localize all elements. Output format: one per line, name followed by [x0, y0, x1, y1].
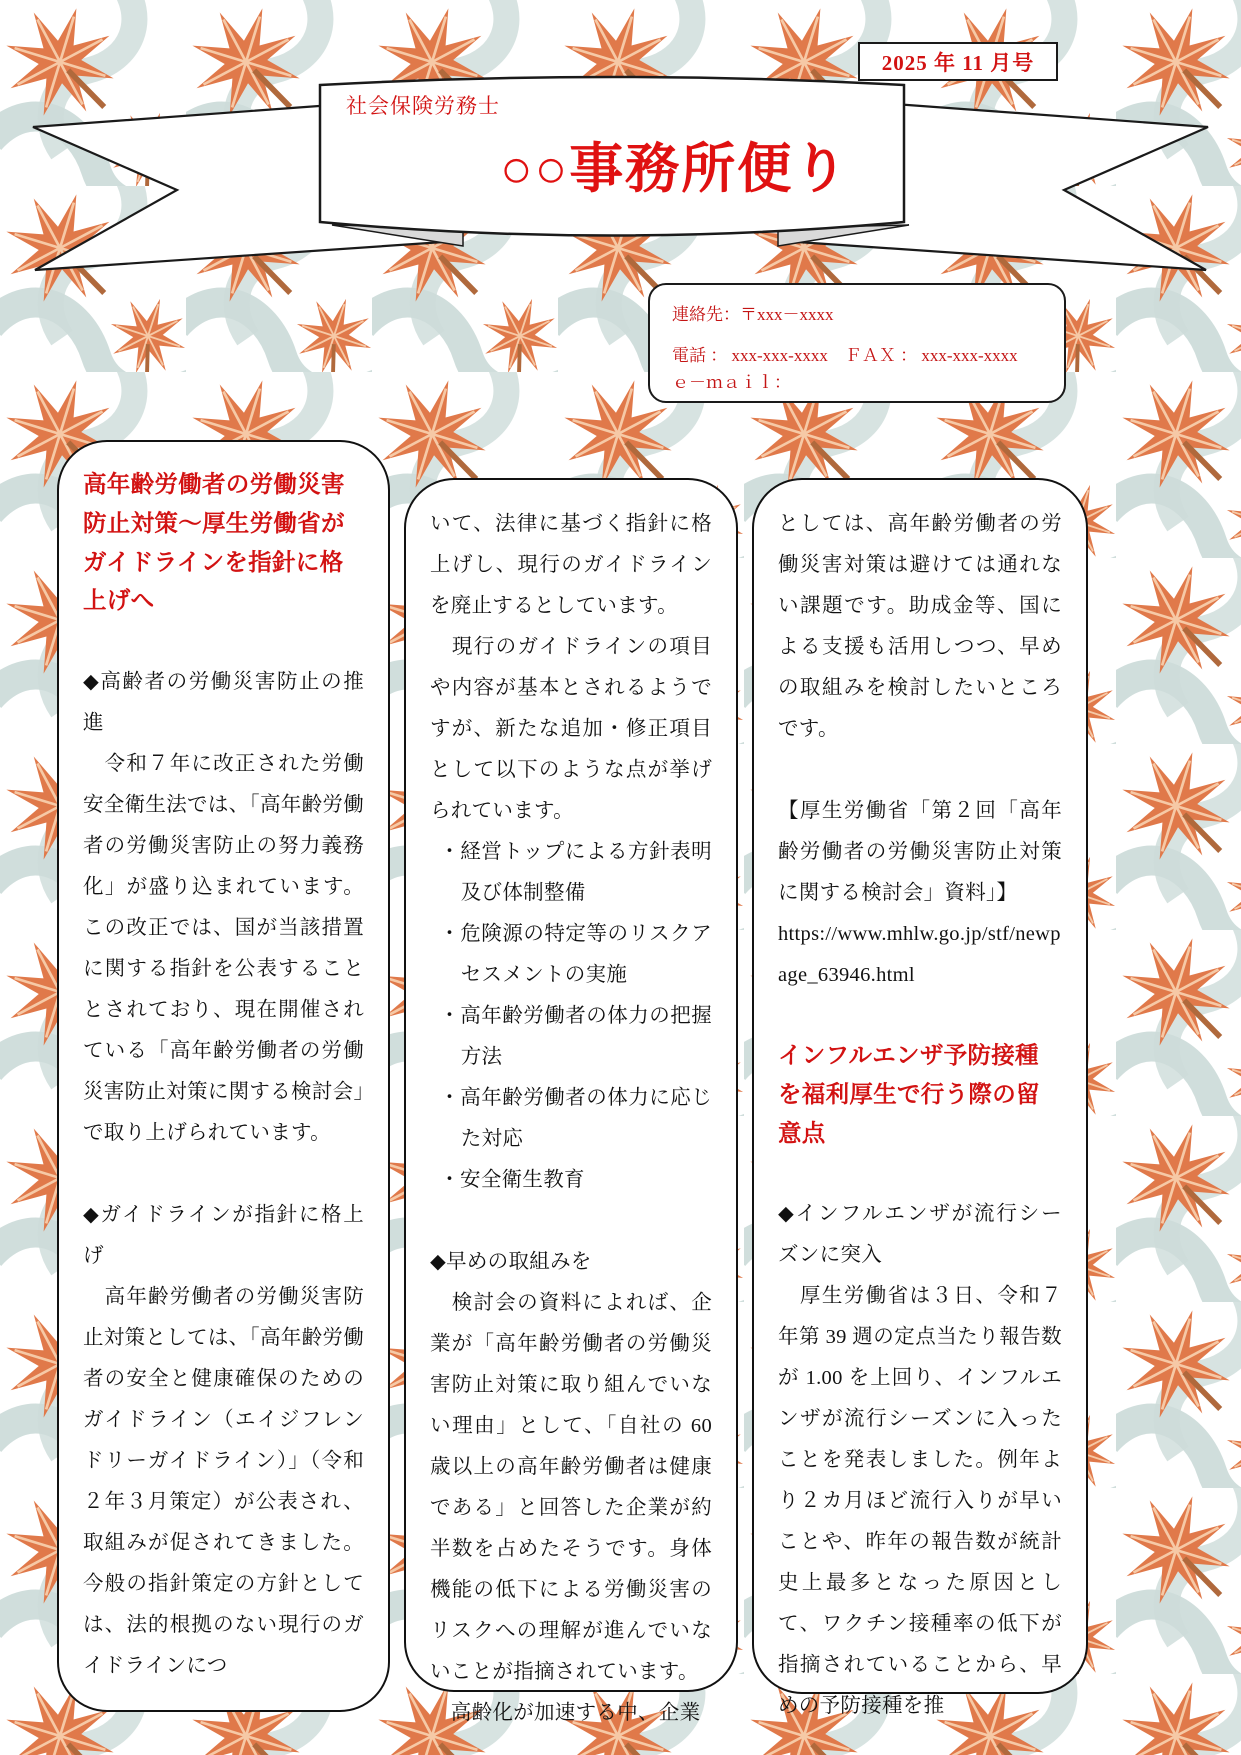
banner-subtitle: 社会保険労務士	[346, 94, 500, 118]
paragraph: ・高年齢労働者の体力に応じた対応	[439, 1087, 712, 1150]
paragraph: ・高年齢労働者の体力の把握方法	[439, 1005, 712, 1068]
contact-phone-fax: 電話 ： xxx-xxx-xxxx ＦＡＸ ： xxx-xxx-xxxx	[672, 346, 1018, 366]
paragraph: 【厚生労働省「第２回「高年齢労働者の労働災害防止対策に関する検討会」資料」】	[778, 800, 1062, 904]
newsletter-title: ○○事務所便り	[500, 139, 850, 199]
article-heading: 高年齢労働者の労働災害防止対策～厚生労働省がガイドラインを指針に格上げへ	[83, 472, 345, 615]
paragraph	[83, 1154, 364, 1195]
paragraph	[778, 750, 1062, 791]
issue-date-badge	[858, 42, 1058, 81]
article-column-3	[752, 478, 1088, 1718]
paragraph: ◆早めの取組みを	[430, 1251, 592, 1273]
paragraph	[778, 1153, 1062, 1194]
paragraph: ・経営トップによる方針表明及び体制整備	[439, 841, 712, 904]
paragraph: ・危険源の特定等のリスクアセスメントの実施	[439, 923, 712, 986]
paragraph: ・安全衛生教育	[439, 1169, 585, 1191]
article-heading: インフルエンザ予防接種を福利厚生で行う際の留意点	[778, 1043, 1040, 1147]
paragraph: いて、法律に基づく指針に格上げし、現行のガイドラインを廃止するとしています。	[430, 513, 712, 617]
paragraph: としては、高年齢労働者の労働災害対策は避けては通れない課題です。助成金等、国による支援も活用しつつ、早めの取組みを検討したいところです。	[778, 513, 1062, 740]
paragraph: 厚生労働省は３日、令和７年第 39 週の定点当たり報告数が 1.00 を上回り、インフルエンザが流行シーズンに入ったことを発表しました。例年より２カ月ほど流行入りが早いことや、昨年の報告数が統計史上最多となった原因として、ワクチン接種率の低下が指摘されていることから、早めの予防接種を推	[778, 1285, 1062, 1718]
paragraph: ◆ガイドラインが指針に格上げ	[83, 1204, 364, 1268]
paragraph: 現行のガイドラインの項目や内容が基本とされるようですが、新たな追加・修正項目として以下のような点が挙げられています。	[430, 636, 712, 822]
paragraph: 検討会の資料によれば、企業が「高年齢労働者の労働災害防止対策に取り組んでいない理由」として、「自社の 60 歳以上の高年齢労働者は健康である」と回答した企業が約半数を占めたそうです。身体機能の低下による労働災害のリスクへの理解が進んでいないことが指摘されています。	[430, 1292, 712, 1683]
paragraph: 令和７年に改正された労働安全衛生法では、「高年齢労働者の労働災害防止の努力義務化」が盛り込まれています。この改正では、国が当該措置に関する指針を公表することとされており、現在開催されている「高年齢労働者の労働災害防止対策に関する検討会」で取り上げられています。	[83, 753, 364, 1145]
paragraph: ◆高齢者の労働災害防止の推進	[83, 671, 364, 735]
issue-date-text: 2025 年 11 月号	[881, 50, 1035, 75]
contact-email: ｅ－ｍａｉｌ：	[672, 372, 791, 392]
article-url[interactable]: https://www.mhlw.go.jp/stf/newpage_63946.html	[778, 923, 1061, 986]
article-column-2	[404, 478, 738, 1724]
paragraph: 高年齢労働者の労働災害防止対策としては、「高年齢労働者の安全と健康確保のためのガイドライン（エイジフレンドリーガイドライン）」（令和２年３月策定）が公表され、取組みが促されてきました。今般の指針策定の方針としては、法的根拠のない現行のガイドラインにつ	[83, 1286, 364, 1678]
article-column-1	[57, 440, 390, 1712]
paragraph: ◆インフルエンザが流行シーズンに突入	[778, 1203, 1062, 1267]
paragraph	[778, 996, 1062, 1037]
paragraph	[83, 621, 364, 662]
paragraph	[430, 1201, 712, 1242]
paragraph: 高齢化が加速する中、企業	[430, 1702, 701, 1724]
contact-address: 連絡先：〒xxx－xxxx	[672, 305, 834, 324]
